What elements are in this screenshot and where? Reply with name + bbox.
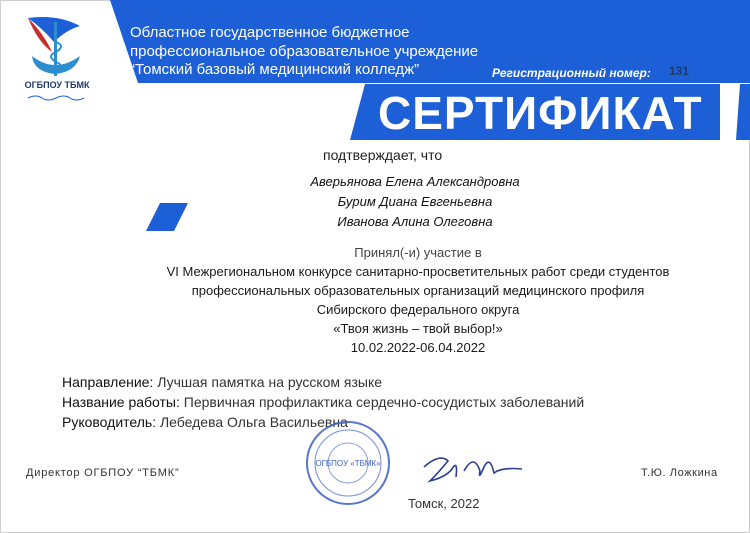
participant-name: Аверьянова Елена Александровна	[310, 174, 520, 189]
direction-row	[62, 372, 584, 392]
work-title-label: Название работы:	[62, 394, 180, 410]
direction-value: Лучшая памятка на русском языке	[157, 374, 383, 390]
work-title-value: Первичная профилактика сердечно-сосудистых заболеваний	[183, 394, 585, 410]
contest-dates: 10.02.2022-06.04.2022	[350, 340, 486, 355]
director-name: Т.Ю. Ложкина	[641, 467, 718, 479]
svg-text:ОГБПОУ «ТБМК»: ОГБПОУ «ТБМК»	[315, 459, 381, 468]
direction-label: Направление:	[62, 374, 154, 390]
svg-text:ОГБПОУ ТБМК: ОГБПОУ ТБМК	[24, 80, 90, 90]
confirms-text: подтверждает, что	[323, 147, 443, 163]
official-stamp	[305, 420, 391, 506]
supervisor-label: Руководитель:	[62, 414, 157, 430]
contest-line-1: VI Межрегиональном конкурсе санитарно-просветительных работ среди студентов	[166, 264, 670, 279]
contest-line-2: профессиональных образовательных организаций медицинского профиля	[191, 283, 645, 298]
certificate-title: СЕРТИФИКАТ	[378, 87, 703, 139]
contest-description	[0, 262, 750, 357]
supervisor-value: Лебедева Ольга Васильевна	[159, 414, 348, 430]
director-title: Директор ОГБПОУ “ТБМК”	[26, 467, 180, 479]
college-logo	[18, 12, 96, 108]
contest-line-3: Сибирского федерального округа	[316, 302, 520, 317]
director-signature	[418, 447, 530, 491]
medical-snake-bowl-icon	[18, 12, 96, 108]
registration-label: Регистрационный номер:	[492, 66, 651, 80]
participant-name: Бурим Диана Евгеньевна	[337, 194, 493, 209]
place-date: Томск, 2022	[408, 496, 480, 511]
registration-number: 131	[669, 64, 690, 78]
took-part-text: Принял(-и) участие в	[354, 245, 482, 260]
org-line-2: профессиональное образовательное учреждение	[130, 42, 479, 60]
org-line-3: “Томский базовый медицинский колледж”	[130, 61, 420, 78]
org-line-1: Областное государственное бюджетное	[130, 24, 410, 41]
contest-slogan: «Твоя жизнь – твой выбор!»	[333, 321, 503, 336]
decorative-slash	[146, 203, 188, 231]
work-title-row	[62, 392, 584, 412]
organization-name	[130, 24, 478, 80]
participants-list	[260, 172, 570, 232]
participant-name: Иванова Алина Олеговна	[337, 214, 493, 229]
